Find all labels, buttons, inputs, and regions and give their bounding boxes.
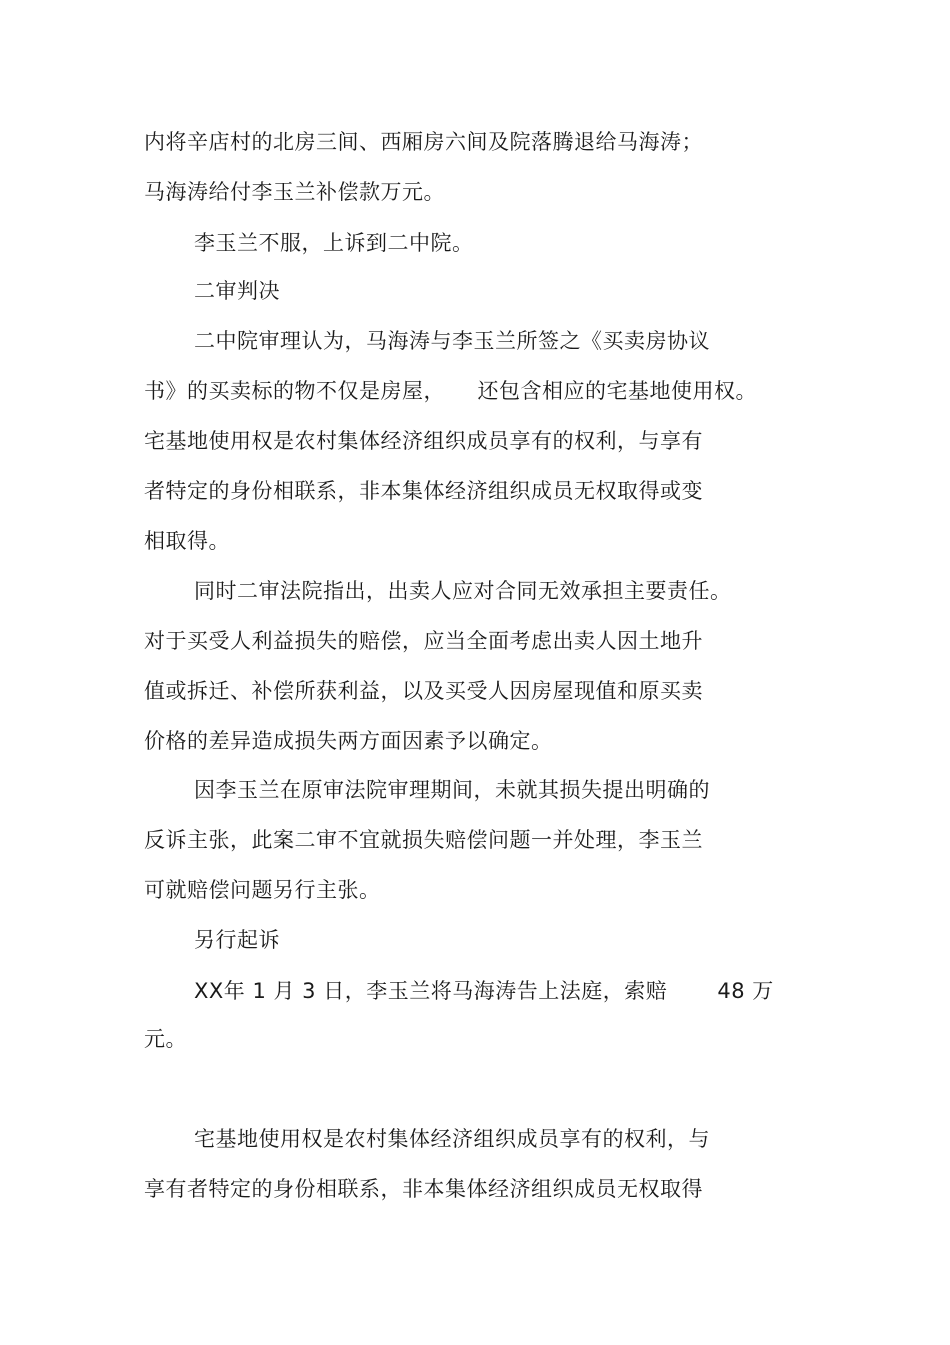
paragraph-start: 因李玉兰在原审法院审理期间，未就其损失提出明确的 xyxy=(194,778,710,802)
text-line: 宅基地使用权是农村集体经济组织成员享有的权利，与享有 xyxy=(144,429,703,453)
paragraph-start: 李玉兰不服，上诉到二中院。 xyxy=(194,231,474,255)
text-line: 内将辛店村的北房三间、西厢房六间及院落腾退给马海涛； xyxy=(144,130,703,154)
text-line: 马海涛给付李玉兰补偿款万元。 xyxy=(144,180,445,204)
text-line: 价格的差异造成损失两方面因素予以确定。 xyxy=(144,729,553,753)
text-line: 可就赔偿问题另行主张。 xyxy=(144,878,381,902)
section-heading: 另行起诉 xyxy=(194,928,280,952)
text-line: 书》的买卖标的物不仅是房屋， 还包含相应的宅基地使用权。 xyxy=(144,379,757,403)
text-line: 者特定的身份相联系，非本集体经济组织成员无权取得或变 xyxy=(144,479,703,503)
paragraph-start: XX年 1 月 3 日，李玉兰将马海涛告上法庭，索赔 48 万 xyxy=(194,979,774,1003)
text-line: 相取得。 xyxy=(144,529,230,553)
text-line: 反诉主张，此案二审不宜就损失赔偿问题一并处理，李玉兰 xyxy=(144,828,703,852)
section-heading: 二审判决 xyxy=(194,279,280,303)
text-line: 元。 xyxy=(144,1027,187,1051)
paragraph-start: 同时二审法院指出，出卖人应对合同无效承担主要责任。 xyxy=(194,579,732,603)
text-line: 对于买受人利益损失的赔偿，应当全面考虑出卖人因土地升 xyxy=(144,629,703,653)
paragraph-start: 宅基地使用权是农村集体经济组织成员享有的权利，与 xyxy=(194,1127,710,1151)
text-line: 值或拆迁、补偿所获利益，以及买受人因房屋现值和原买卖 xyxy=(144,679,703,703)
paragraph-start: 二中院审理认为，马海涛与李玉兰所签之《买卖房协议 xyxy=(194,329,710,353)
text-line: 享有者特定的身份相联系，非本集体经济组织成员无权取得 xyxy=(144,1177,703,1201)
